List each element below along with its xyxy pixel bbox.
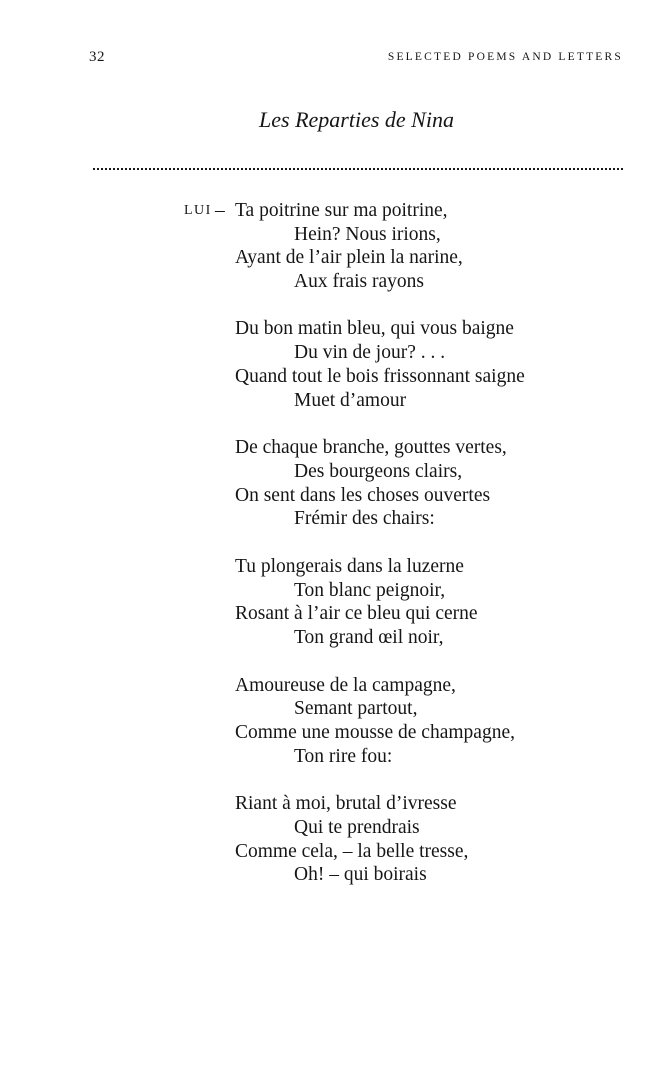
poem-line: Ton rire fou: <box>294 746 393 767</box>
poem-line: Muet d’amour <box>294 390 407 411</box>
poem-line: Rosant à l’air ce bleu qui cerne <box>235 603 478 624</box>
poem-line: Frémir des chairs: <box>294 508 435 529</box>
poem-line: De chaque branche, gouttes vertes, <box>235 437 507 458</box>
speaker-label: LUI <box>184 203 212 218</box>
poem-line: Du bon matin bleu, qui vous baigne <box>235 318 514 339</box>
poem-line: On sent dans les choses ouvertes <box>235 485 491 506</box>
poem-line: Des bourgeons clairs, <box>294 461 463 482</box>
dotted-separator <box>93 168 623 170</box>
poem-line: Aux frais rayons <box>294 271 424 292</box>
poem-line: Du vin de jour? . . . <box>294 342 446 363</box>
poem-line: Riant à moi, brutal d’ivresse <box>235 793 457 814</box>
poem-line: Ayant de l’air plein la narine, <box>235 247 463 268</box>
poem-line: Qui te prendrais <box>294 817 420 838</box>
poem-line: Semant partout, <box>294 698 418 719</box>
poem-line: Comme une mousse de champagne, <box>235 722 515 743</box>
poem-line: Ton blanc peignoir, <box>294 580 446 601</box>
speaker-dash: – <box>215 200 225 221</box>
poem-title: Les Reparties de Nina <box>259 107 454 132</box>
poem-line: Tu plongerais dans la luzerne <box>235 556 464 577</box>
poem-line: Quand tout le bois frissonnant saigne <box>235 366 525 387</box>
poem-line: Ta poitrine sur ma poitrine, <box>235 200 448 221</box>
page-number: 32 <box>89 49 105 65</box>
poem-line: Hein? Nous irions, <box>294 224 441 245</box>
poem-line: Comme cela, – la belle tresse, <box>235 841 469 862</box>
running-head: SELECTED POEMS AND LETTERS <box>387 51 623 63</box>
poem-line: Amoureuse de la campagne, <box>235 675 456 696</box>
poem-line: Oh! – qui boirais <box>294 864 427 885</box>
poem-line: Ton grand œil noir, <box>294 627 444 648</box>
